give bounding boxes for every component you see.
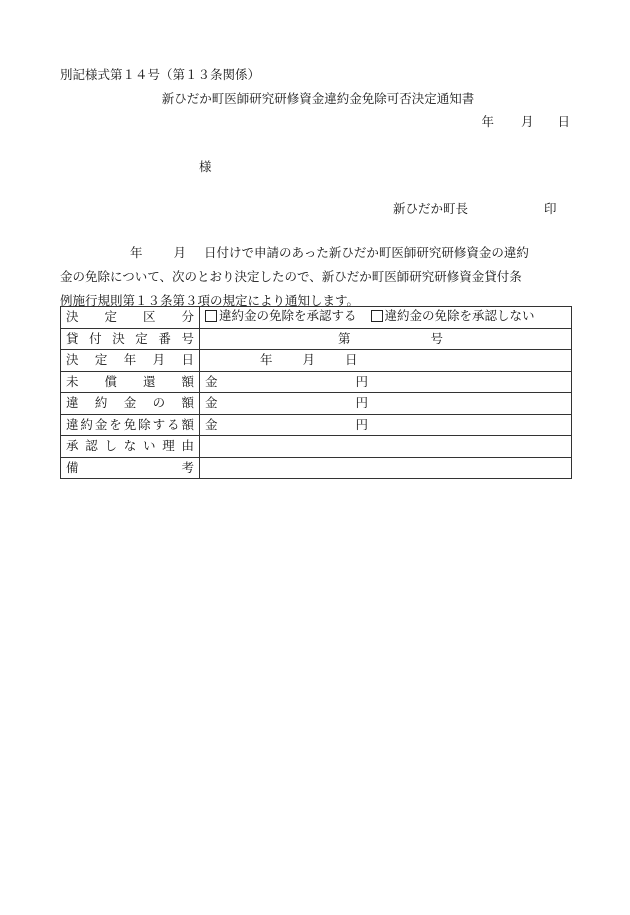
table-row <box>61 436 572 458</box>
body-line-2: 金の免除について、次のとおり決定したので、新ひだか町医師研究研修資金貸付条 <box>60 269 522 284</box>
loan-number-prefix: 第 <box>338 330 351 346</box>
currency-unit: 円 <box>355 395 369 410</box>
recipient-honorific: 様 <box>199 159 212 174</box>
decision-day: 日 <box>345 352 358 367</box>
exempt-amount-field[interactable] <box>200 414 572 436</box>
table-row <box>61 457 572 479</box>
table-row <box>61 328 572 350</box>
date-month: 月 <box>520 114 534 129</box>
seal-mark: 印 <box>544 201 557 216</box>
issuer-name: 新ひだか町長 <box>393 201 469 216</box>
decision-options <box>200 307 572 329</box>
decision-month: 月 <box>302 352 316 367</box>
currency-prefix: 金 <box>205 395 218 410</box>
table-row <box>61 307 572 329</box>
body-line-1 <box>60 241 573 265</box>
deny-checkbox[interactable] <box>371 307 535 323</box>
loan-number-field[interactable] <box>200 328 572 350</box>
row-label-unpaid-amount: 未償還額 <box>61 371 200 393</box>
approve-option-label: 違約金の免除を承認する <box>219 307 357 323</box>
table-row <box>61 414 572 436</box>
row-label-denial-reason: 承認しない理由 <box>61 436 200 458</box>
body-line-1-text: 日付けで申請のあった新ひだか町医師研究研修資金の違約 <box>204 245 529 260</box>
deny-option-label: 違約金の免除を承認しない <box>384 307 535 323</box>
table-row <box>61 350 572 372</box>
row-label-exempt-amount: 違約金を免除する額 <box>61 414 200 436</box>
checkbox-icon <box>205 310 217 322</box>
currency-prefix: 金 <box>205 373 218 389</box>
table-row <box>61 393 572 415</box>
date-year: 年 <box>481 114 494 129</box>
notice-date <box>481 116 570 129</box>
remarks-field[interactable] <box>200 457 572 479</box>
checkbox-icon <box>371 310 383 322</box>
currency-unit: 円 <box>355 416 369 432</box>
decision-year: 年 <box>260 352 273 367</box>
body-line-3: 例施行規則第１３条第３項の規定により通知します。 <box>60 293 360 308</box>
document-title: 新ひだか町医師研究研修資金違約金免除可否決定通知書 <box>161 91 475 106</box>
row-label-penalty-amount: 違約金の額 <box>61 393 200 415</box>
body-year: 年 <box>130 245 143 260</box>
currency-unit: 円 <box>355 373 369 389</box>
row-label-decision-date: 決定年月日 <box>61 350 200 372</box>
table-row <box>61 371 572 393</box>
notice-body <box>60 241 573 313</box>
unpaid-amount-field[interactable] <box>200 371 572 393</box>
denial-reason-field[interactable] <box>200 436 572 458</box>
row-label-loan-number: 貸付決定番号 <box>61 328 200 350</box>
approve-checkbox[interactable] <box>205 307 357 323</box>
body-month: 月 <box>173 245 187 260</box>
row-label-decision-type: 決定区分 <box>61 307 200 329</box>
penalty-amount-field[interactable] <box>200 393 572 415</box>
loan-number-suffix: 号 <box>430 330 444 346</box>
form-number: 別記様式第１４号（第１３条関係） <box>60 67 261 82</box>
decision-table <box>60 306 572 479</box>
decision-date-field[interactable] <box>200 350 572 372</box>
date-day: 日 <box>557 114 570 129</box>
currency-prefix: 金 <box>205 416 218 432</box>
row-label-remarks: 備考 <box>61 457 200 479</box>
